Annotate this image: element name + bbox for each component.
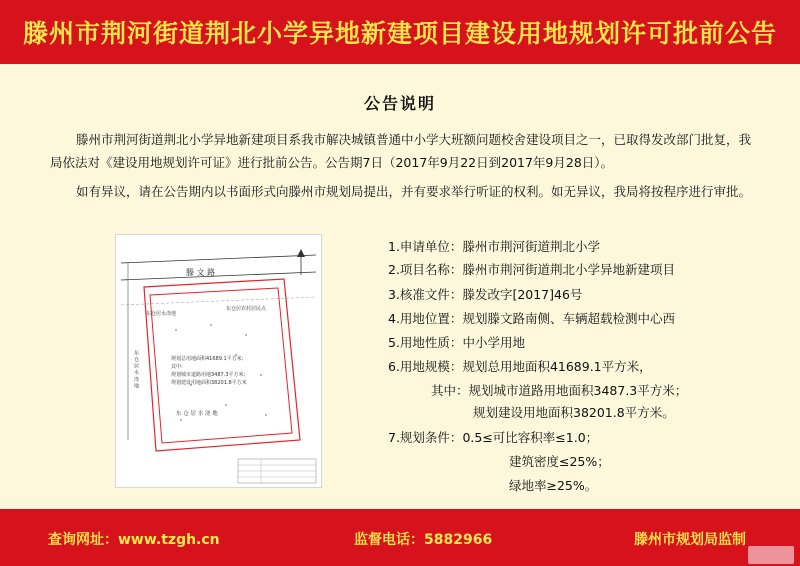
footer-band — [0, 509, 800, 566]
info-value: 规划城市道路用地面积3487.3平方米； — [468, 383, 688, 398]
info-value: 规划建设用地面积38201.8平方米。 — [473, 405, 675, 420]
info-label: 7.规划条件： — [388, 430, 463, 445]
notice-paragraph-2: 如有异议，请在公告期内以书面形式向滕州市规划局提出，并有要求举行听证的权利。如无异议，我局将按程序进行审批。 — [76, 184, 752, 199]
map-area-build: 规划建设用地面积38201.8平方米 — [171, 380, 247, 386]
header-band — [0, 0, 800, 64]
info-label: 3.核准文件： — [388, 287, 463, 302]
map-label-left: 东仓居水浇地 — [146, 311, 177, 317]
info-row — [388, 309, 675, 327]
info-row — [388, 260, 675, 278]
map-area-of-which: 其中: — [171, 364, 183, 370]
info-value: 规划总用地面积41689.1平方米， — [462, 359, 652, 374]
info-row — [388, 285, 582, 303]
info-label: 2.项目名称： — [388, 262, 463, 277]
info-value: 绿地率≥25%。 — [509, 478, 598, 493]
info-row — [509, 452, 610, 470]
info-value: 建筑密度≤25%； — [509, 454, 610, 469]
info-row — [509, 476, 597, 494]
site-boundary-outer — [144, 279, 300, 451]
info-value: 规划滕文路南侧、车辆超载检测中心西 — [462, 311, 675, 326]
info-label: 1.申请单位： — [388, 239, 463, 254]
map-road-top-label: 滕 文 路 — [186, 268, 216, 277]
info-row — [473, 403, 675, 421]
map-area-total: 规划总用地面积41689.1平方米; — [171, 356, 244, 362]
info-value: 0.5≤可比容积率≤1.0； — [462, 430, 599, 445]
info-label: 6.用地规模： — [388, 359, 463, 374]
notice-paragraph-1: 滕州市荆河街道荆北小学异地新建项目系我市解决城镇普通中小学大班额问题校舍建设项目之一，已取得发改部门批复，我局依法对《建设用地规划许可证》进行批前公告。公告期7日（2017年9月22日到2017年9月28日）。 — [50, 132, 752, 170]
info-value: 滕州市荆河街道荆北小学 — [462, 239, 600, 254]
map-area-road: 规划城市道路用地3487.3平方米; — [171, 372, 246, 378]
page-title: 滕州市荆河街道荆北小学异地新建项目建设用地规划许可批前公告 — [22, 19, 777, 48]
map-label-right: 东仓居农村居民点 — [226, 306, 267, 312]
footer-website: 查询网址：www.tzgh.cn — [48, 532, 220, 548]
map-label-bottom: 东 仓 居 水 浇 地 — [176, 411, 218, 417]
info-value: 滕州市荆河街道荆北小学异地新建项目 — [462, 262, 675, 277]
info-row — [388, 333, 525, 351]
info-row — [388, 357, 652, 375]
footer-phone: 监督电话：5882966 — [354, 532, 493, 548]
map-label-side: 东 仓 居 水 浇 地 — [133, 350, 139, 388]
info-value: 滕发改字[2017]46号 — [462, 287, 583, 302]
info-label: 4.用地位置： — [388, 311, 463, 326]
footer-supervisor: 滕州市规划局监制 — [634, 532, 746, 548]
info-label: 5.用地性质： — [388, 335, 463, 350]
watermark-logo — [748, 546, 794, 564]
notice-heading: 公告说明 — [363, 94, 436, 113]
info-label: 其中： — [431, 383, 469, 398]
info-row — [431, 381, 687, 399]
site-plan-drawing — [116, 235, 321, 487]
info-value: 中小学用地 — [462, 335, 525, 350]
info-row — [388, 428, 598, 446]
info-row — [388, 237, 600, 255]
site-plan-map — [115, 234, 322, 488]
